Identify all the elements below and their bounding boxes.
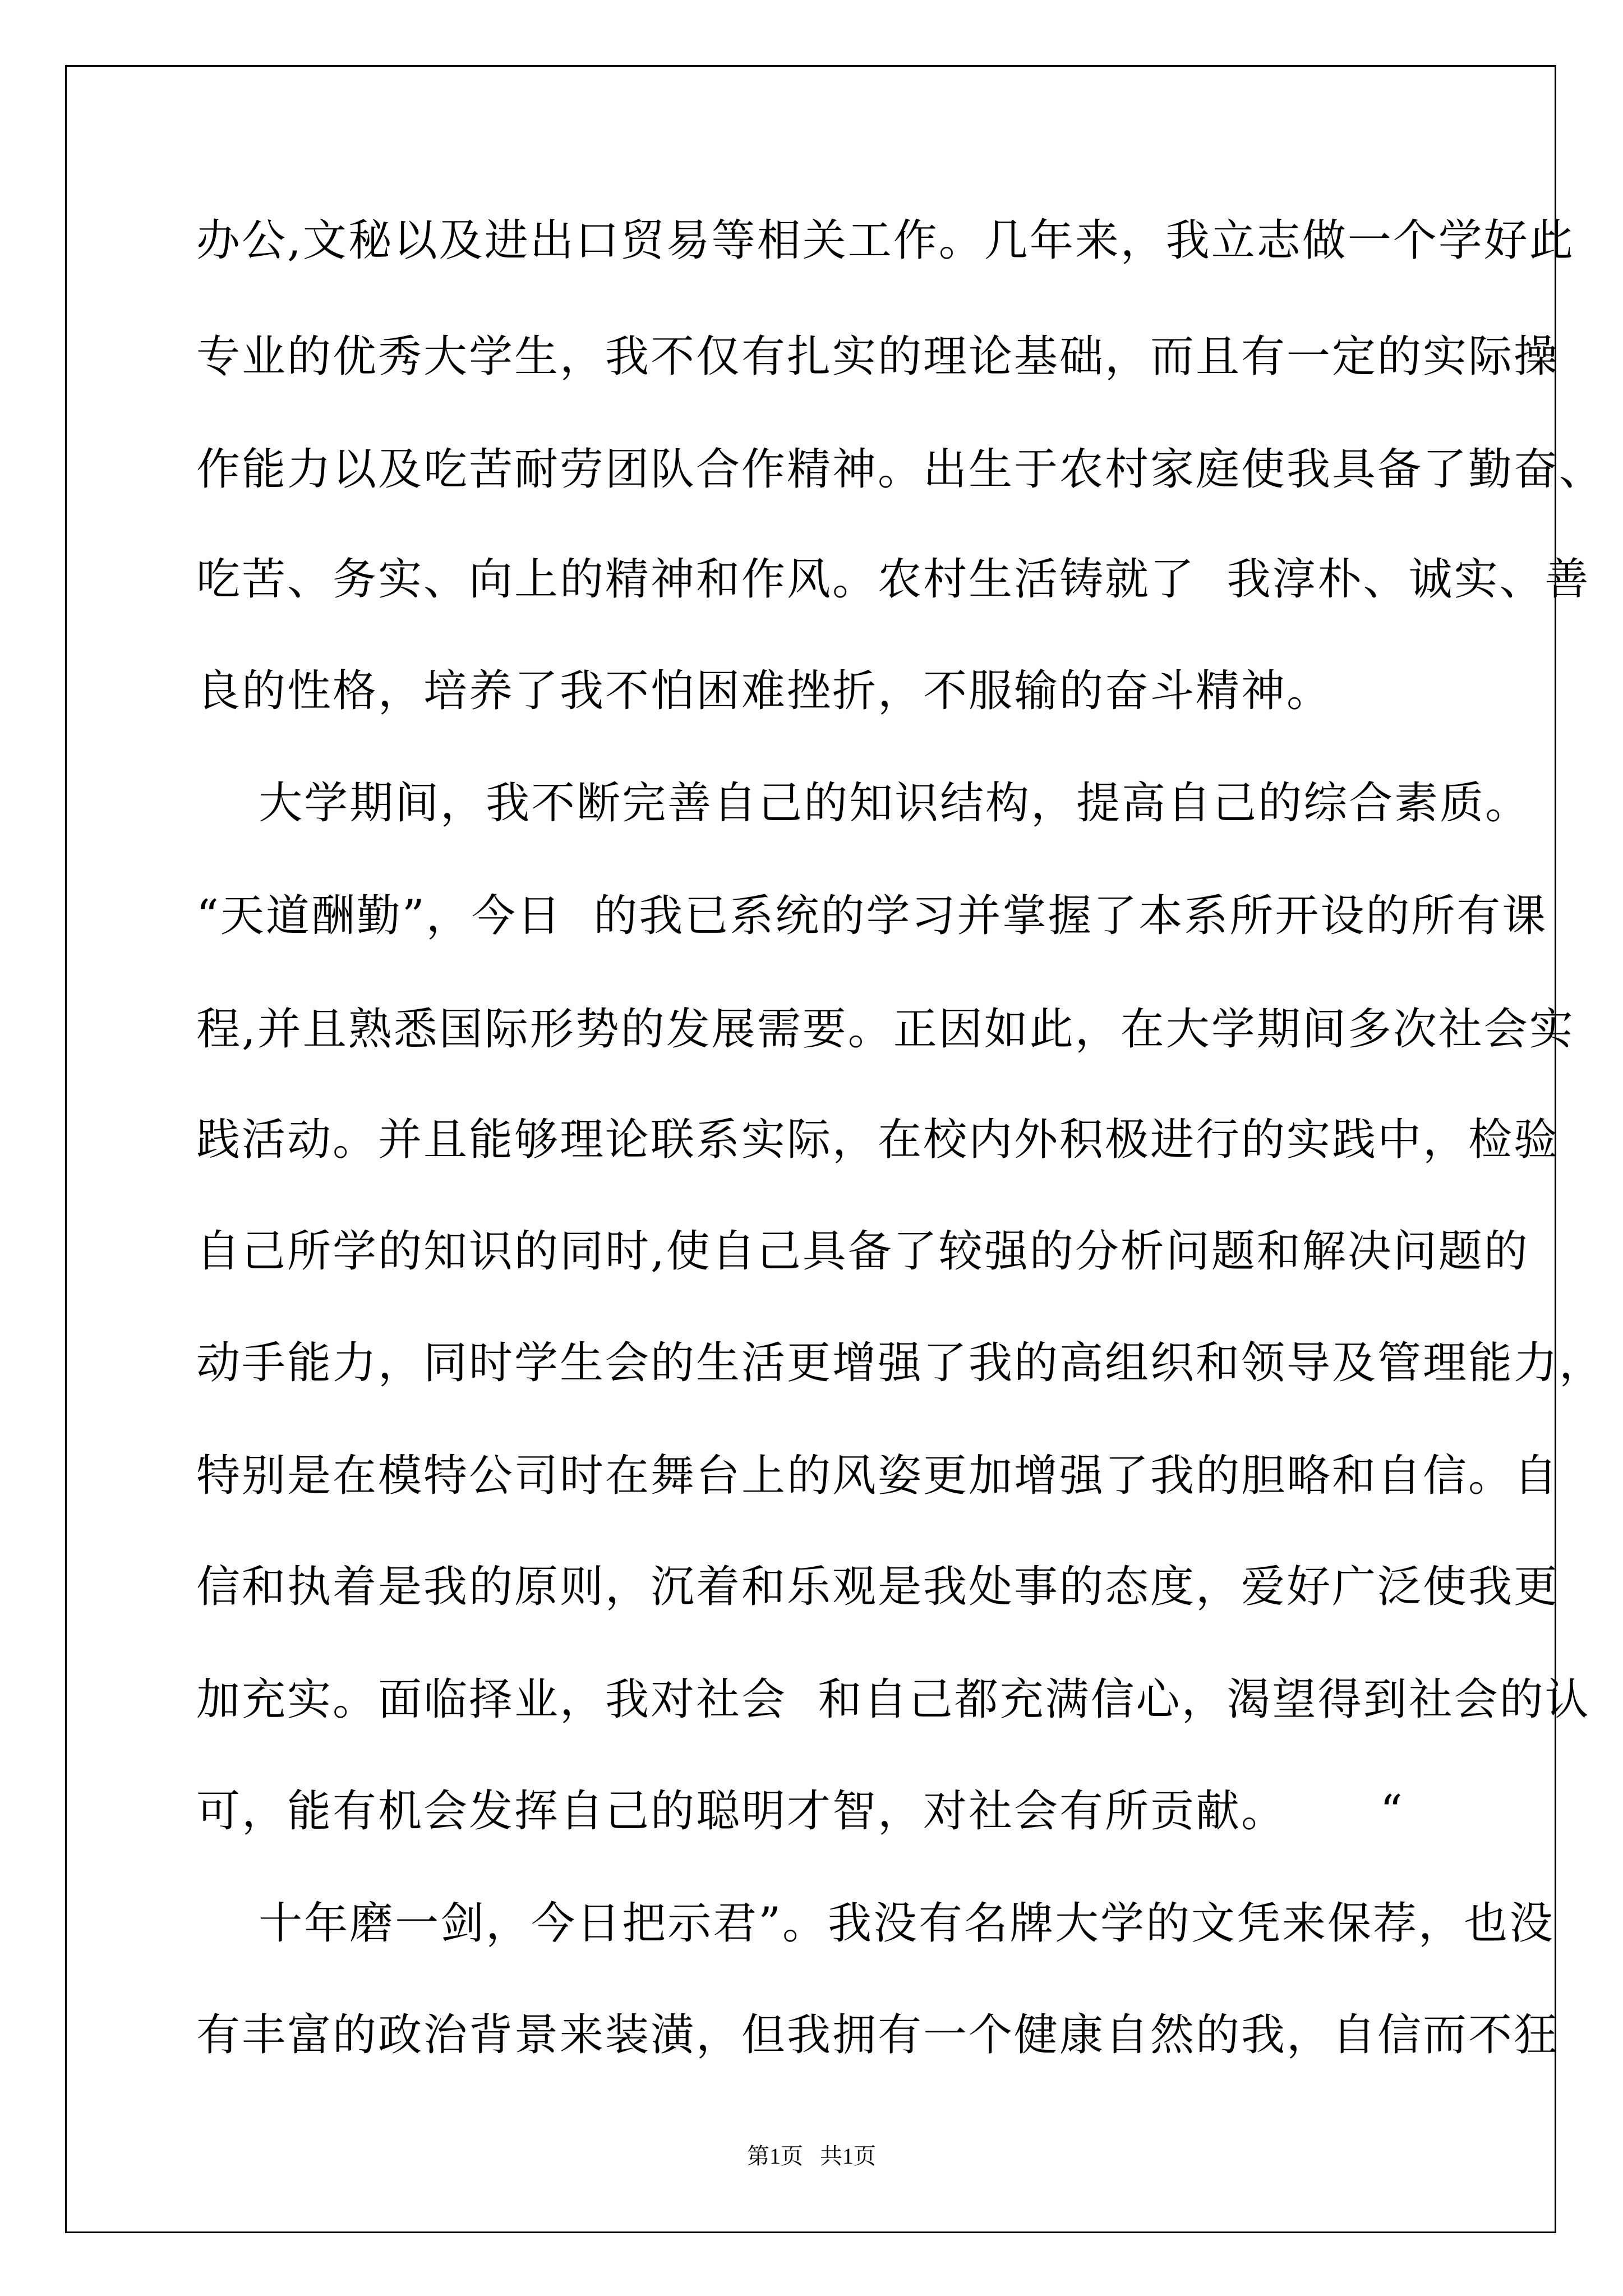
text-line: 作能力以及吃苦耐劳团队合作精神。出生于农村家庭使我具备了勤奋、 [196,444,1605,495]
text-line: 十年磨一剑，今日把示君”。我没有名牌大学的文凭来保荐，也没 [196,1898,1555,1949]
text-line: 办公,文秘以及进出口贸易等相关工作。几年来，我立志做一个学好此 [196,215,1575,266]
text-line: 大学期间，我不断完善自己的知识结构，提高自己的综合素质。 [196,778,1531,829]
text-line: 信和执着是我的原则，沉着和乐观是我处事的态度，爱好广泛使我更 [196,1562,1560,1612]
text-line: 可，能有机会发挥自己的聪明才智，对社会有所贡献。 “ [196,1786,1404,1837]
text-line: 有丰富的政治背景来装潢，但我拥有一个健康自然的我，自信而不狂 [196,2010,1560,2060]
text-line: 吃苦、务实、向上的精神和作风。农村生活铸就了 我淳朴、诚实、善 [196,554,1590,605]
text-line: 特别是在模特公司时在舞台上的风姿更加增强了我的胆略和自信。自 [196,1451,1560,1501]
text-line: 加充实。面临择业，我对社会 和自己都充满信心，渴望得到社会的认 [196,1674,1590,1725]
text-line: 践活动。并且能够理论联系实际，在校内外积极进行的实践中，检验 [196,1115,1560,1165]
text-line: 程,并且熟悉国际形势的发展需要。正因如此，在大学期间多次社会实 [196,1004,1575,1055]
text-line: 动手能力，同时学生会的生活更增强了我的高组织和领导及管理能力， [196,1338,1605,1388]
text-line: 专业的优秀大学生，我不仅有扎实的理论基础，而且有一定的实际操 [196,332,1560,382]
text-line: 自己所学的知识的同时,使自己具备了较强的分析问题和解决问题的 [196,1226,1529,1277]
text-line: 良的性格，培养了我不怕困难挫折，不服输的奋斗精神。 [196,666,1332,716]
text-line: “天道酬勤”，今日 的我已系统的学习并掌握了本系所开设的所有课 [196,891,1548,941]
page-number-footer: 第1页 共1页 [747,2143,876,2169]
